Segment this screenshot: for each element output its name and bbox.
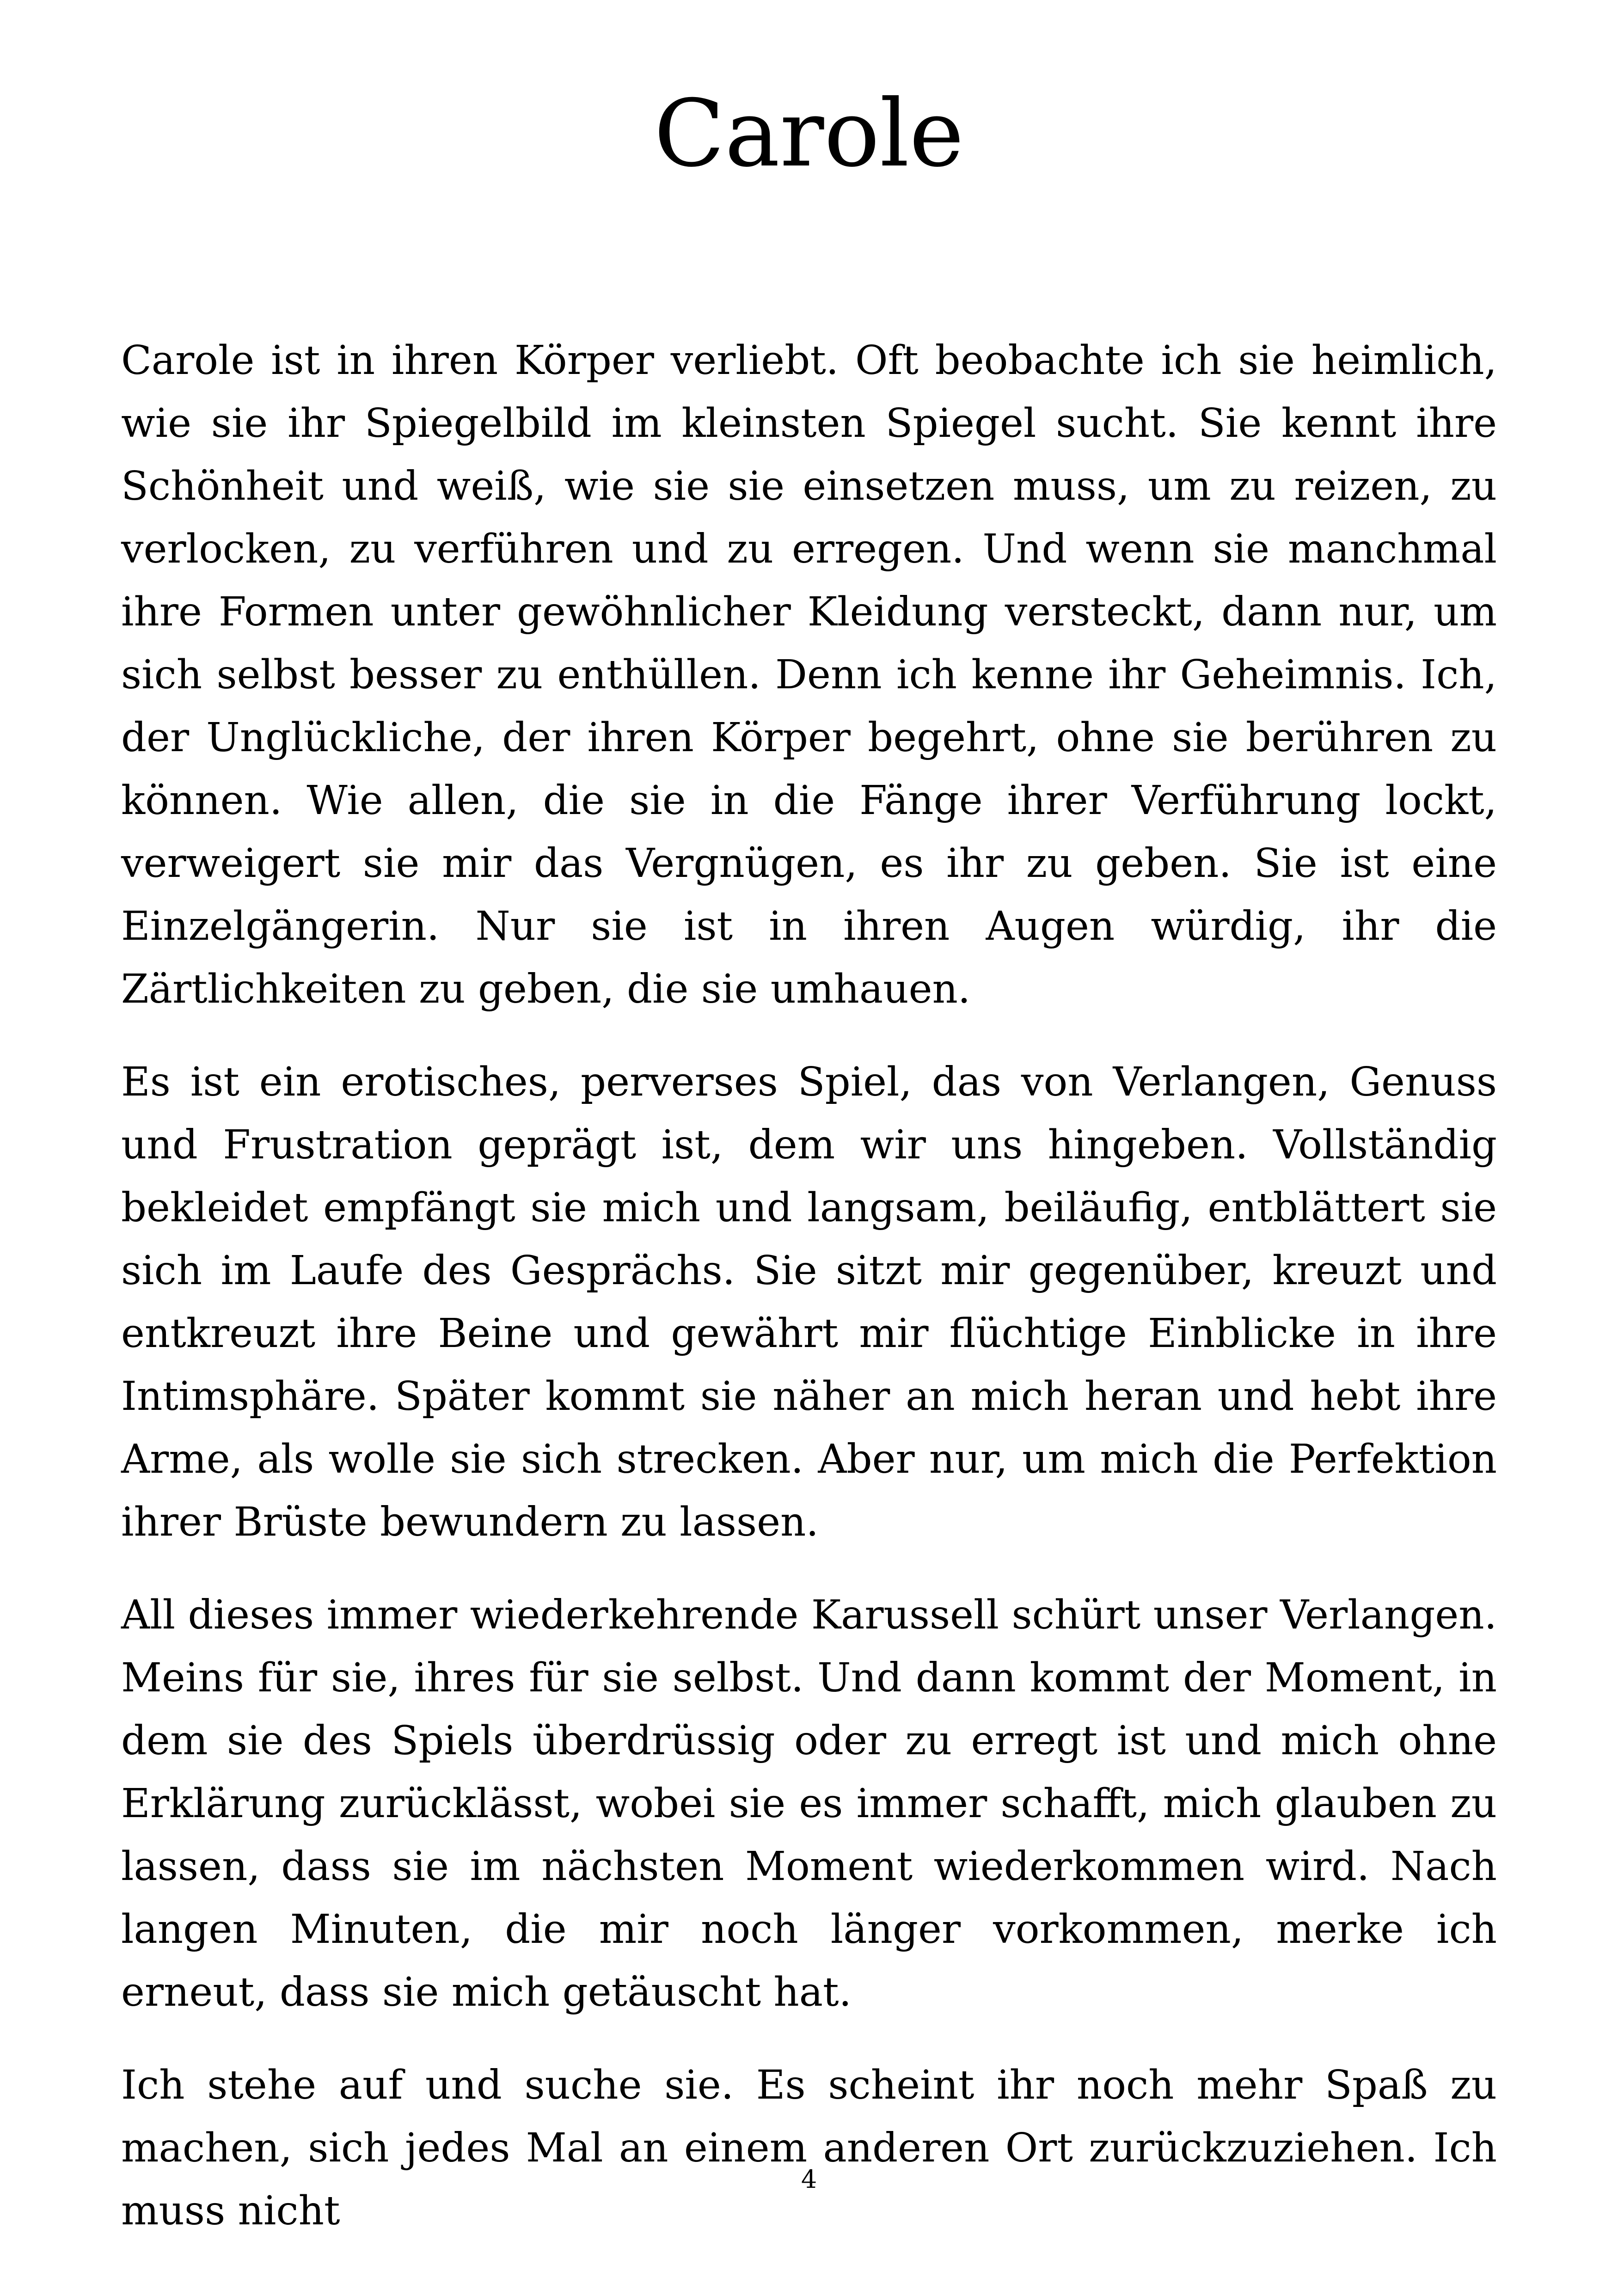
paragraph-2: Es ist ein erotisches, perverses Spiel, das von Verlangen, Genuss und Frustration geprägt ist, dem wir uns hingeben. Vollständig bekleidet empfängt sie mich und langsam, beiläufig, entblättert sie sich im Laufe des Gesprächs. Sie sitzt mir gegenüber, kreuzt und entkreuzt ihre Beine und gewährt mir flüchtige Einblicke in ihre Intimsphäre. Später kommt sie näher an mich heran und hebt ihre Arme, als wolle sie sich strecken. Aber nur, um mich die Perfektion ihrer Brüste bewundern zu lassen. [121,1059,1497,1545]
page-title: Carole [654,80,964,188]
body-text [121,329,1497,2272]
paragraph-1: Carole ist in ihren Körper verliebt. Oft beobachte ich sie heimlich, wie sie ihr Spiegelbild im kleinsten Spiegel sucht. Sie kennt ihre Schönheit und weiß, wie sie sie einsetzen muss, um zu reizen, zu verlocken, zu verführen und zu erregen. Und wenn sie manchmal ihre Formen unter gewöhnlicher Kleidung versteckt, dann nur, um sich selbst besser zu enthüllen. Denn ich kenne ihr Geheimnis. Ich, der Unglückliche, der ihren Körper begehrt, ohne sie berühren zu können. Wie allen, die sie in die Fänge ihrer Verführung lockt, verweigert sie mir das Vergnügen, es ihr zu geben. Sie ist eine Einzelgängerin. Nur sie ist in ihren Augen würdig, ihr die Zärtlichkeiten zu geben, die sie umhauen. [121,337,1497,1012]
page-number: 4 [801,2165,817,2194]
paragraph-3: All dieses immer wiederkehrende Karussell schürt unser Verlangen. Meins für sie, ihres für sie selbst. Und dann kommt der Moment, in dem sie des Spiels überdrüssig oder zu erregt ist und mich ohne Erklärung zurücklässt, wobei sie es immer schafft, mich glauben zu lassen, dass sie im nächsten Moment wiederkommen wird. Nach langen Minuten, die mir noch länger vorkommen, merke ich erneut, dass sie mich getäuscht hat. [121,1592,1497,2015]
paragraph-4: Ich stehe auf und suche sie. Es scheint ihr noch mehr Spaß zu machen, sich jedes Mal an einem anderen Ort zurückzuziehen. Ich muss nicht [121,2062,1497,2234]
